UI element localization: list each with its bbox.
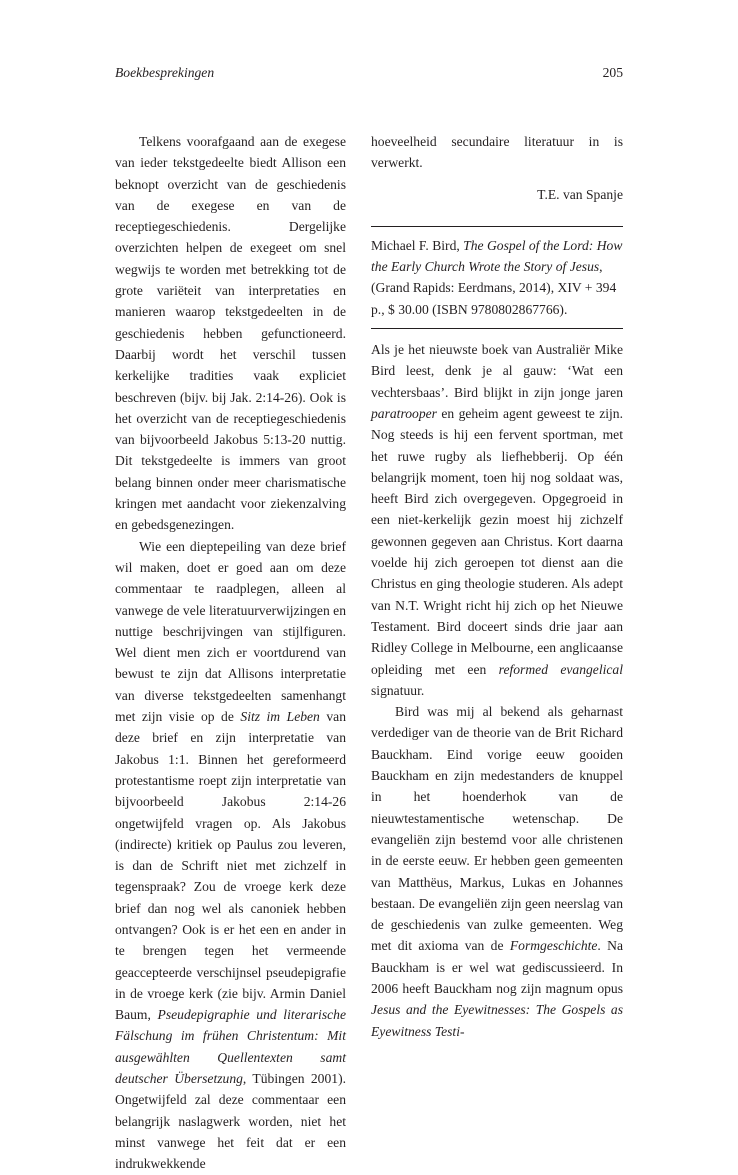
italic-term: Sitz im Leben xyxy=(240,709,320,725)
italic-term: paratrooper xyxy=(371,405,437,421)
paragraph: Telkens voorafgaand aan de exegese van ieder tekstgedeelte biedt Allison een beknopt overzicht van de geschiedenis van de exegese en van de receptiegeschiedenis. Dergelijke overzichten helpen de exegeet om snel wegwijs te worden met betrekking tot de grote variëteit van interpretaties en manieren waarop tekstgedeelten in de geschiedenis hebben gefunctioneerd. Daarbij wordt het verschil tussen kerkelijke tradities vaak expliciet beschreven (bijv. bij Jak. 2:14-26). Ook is het overzicht van de receptiegeschiedenis van bijvoorbeeld Jakobus 5:13-20 nuttig. Dit tekstgedeelte is immers van groot belang binnen onder meer charismatische kringen met aandacht voor ziekenzalving en gebedsgenezingen. xyxy=(115,134,346,533)
text-run: Als je het nieuwste boek van Australiër Mike Bird leest, denk je al gauw: ‘Wat een vechtersbaas’. Bird blijkt in zijn jonge jaren xyxy=(371,342,623,400)
book-title-italic: Pseudepigraphie und literarische Fälschung im frühen Christentum: Mit ausgewählten Quellentexten samt deutscher Übersetzung xyxy=(115,1007,346,1087)
text-run: Bird was mij al bekend als geharnast verdediger van de theorie van de Brit Richard Bauckham. Eind vorige eeuw gooiden Bauckham en zijn medestanders de knuppel in het hoenderhok van de nieuwtestamentische wetenschap. De evangeliën zijn bestemd voor alle christenen in de eerste eeuw. Er hebben geen gemeenten van Matthëus, Markus, Lukas en Johannes bestaan. De evangeliën zijn geen neerslag van de geschiedenis van zulke gemeenten. Weg met dit axioma van de xyxy=(371,704,623,954)
divider xyxy=(371,328,623,329)
text-run: Wie een dieptepeiling van deze brief wil maken, doet er goed aan om deze commentaar te raadplegen, alleen al vanwege de vele literatuurverwijzingen en nuttige beschrijvingen van stijlfiguren. Wel dient men zich er voortdurend van bewust te zijn dat Allisons interpretatie van diverse tekstgedeelten samenhangt met zijn visie op de xyxy=(115,538,346,725)
left-column xyxy=(115,131,346,1175)
text-run: . Na Bauckham is er wel wat gediscussieerd. In 2006 heeft Bauckham nog zijn magnum opus xyxy=(371,938,623,996)
reviewer-signature: T.E. van Spanje xyxy=(537,186,623,202)
book-reference xyxy=(371,235,623,320)
page-number: 205 xyxy=(602,65,623,80)
italic-term: reformed evangelical xyxy=(498,661,623,677)
divider xyxy=(371,226,623,227)
right-column xyxy=(371,131,623,1042)
running-head xyxy=(115,64,623,82)
section-title: Boekbesprekingen xyxy=(115,65,215,80)
text-run: , Tübingen 2001). Ongetwijfeld zal deze commentaar een belangrijk naslagwerk worden, niet het minst vanwege het feit dat er een indrukwekkende xyxy=(115,1071,346,1172)
text-run: en geheim agent geweest te zijn. Nog steeds is hij een fervent sportman, met het ruwe rugby als liefhebberij. Op één belangrijk moment, toen hij nog soldaat was, heeft Bird zich overgegeven. Opgegroeid in een niet-kerkelijk gezin moest hij zichzelf gewonnen gegeven aan Christus. Kort daarna voelde hij zich geroepen tot dienst aan die Christus en ging theologie studeren. Als adept van N.T. Wright richt hij zich op het Nieuwe Testament. Bird doceert sinds drie jaar aan Ridley College in Melbourne, een anglicaanse opleiding met een xyxy=(371,405,623,677)
paragraph xyxy=(115,536,346,1175)
paragraph xyxy=(371,701,623,1042)
book-title-italic: Jesus and the Eyewitnesses: The Gospels as Eyewitness Testi- xyxy=(371,1002,623,1039)
paragraph-continuation: hoeveelheid secundaire literatuur in is verwerkt. xyxy=(371,134,623,171)
text-run: signatuur. xyxy=(371,682,425,698)
italic-term: Formgeschichte xyxy=(509,938,598,954)
paragraph xyxy=(371,339,623,701)
book-details: , (Grand Rapids: Eerdmans, 2014), XIV + 394 p., $ 30.00 (ISBN 9780802867766). xyxy=(371,259,617,317)
book-author: Michael F. Bird, xyxy=(371,237,464,253)
book-title: The Gospel of the Lord: How the Early Church Wrote the Story of Jesus xyxy=(371,237,623,275)
text-run: van deze brief en zijn interpretatie van Jakobus 1:1. Binnen het gereformeerd protestantisme roept zijn interpretatie van bijvoorbeeld Jakobus 2:14-26 ongetwijfeld vragen op. Als Jakobus (indirecte) kritiek op Paulus zou leveren, is dan de Schrift niet met zichzelf in tegenspraak? Zou de vroege kerk deze brief dan nog wel als canoniek hebben ontvangen? Ook is er het een en ander in te brengen tegen het vermeende geaccepteerde verschijnsel pseudepigrafie in de vroege kerk (zie bijv. Armin Daniel Baum, xyxy=(115,709,346,1023)
